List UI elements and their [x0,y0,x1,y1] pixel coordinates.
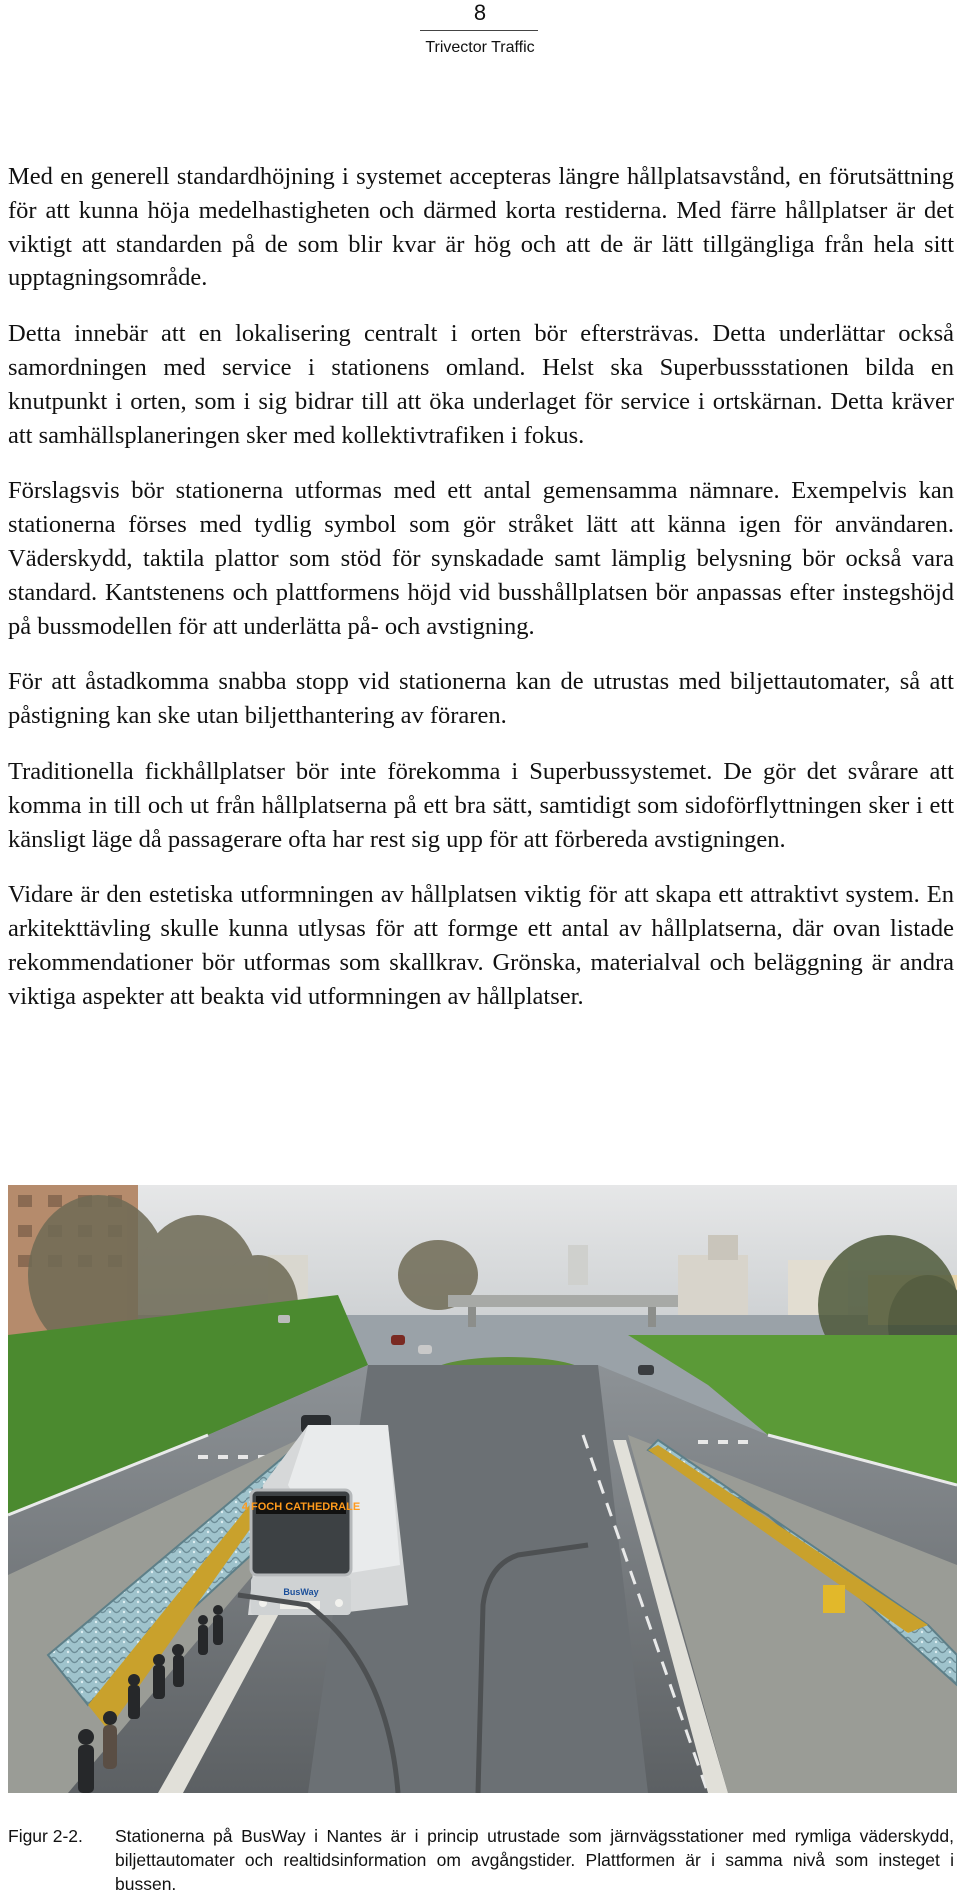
header-divider [420,30,538,31]
busway-station-photo [8,1185,957,1793]
paragraph: Med en generell standardhöjning i systemet accepteras längre hållplatsavstånd, en förutsättning för att kunna höja medelhastigheten och därmed korta restiderna. Med färre hållplatser är det viktigt att standarden på de som blir kvar är hög och att de är lätt tillgängliga från hela sitt upptagningsområde. [8,163,954,292]
paragraph: Detta innebär att en lokalisering centralt i orten bör eftersträvas. Detta underlättar också samordningen med service i stationens omland. Helst ska Superbussstationen bilda en knutpunkt i orten, som i sig bidrar till att öka underlaget för service i ortskärnan. Detta kräver att samhällsplaneringen sker med kollektivtrafiken i fokus. [8,320,954,449]
body-text [8,160,954,1036]
paragraph: För att åstadkomma snabba stopp vid stationerna kan de utrustas med biljettautomater, så att påstigning kan ske utan biljetthantering av föraren. [8,668,954,730]
caption-label: Figur 2-2. [8,1826,83,1846]
figure-caption [8,1824,954,1896]
paragraph: Vidare är den estetiska utformningen av hållplatsen viktig för att skapa ett attraktivt system. En arkitekttävling skulle kunna utlysas för att formge ett antal av hållplatserna, där ovan listade rekommendationer bör utformas som skallkrav. Grönska, materialval och beläggning är andra viktiga aspekter att beakta vid utformningen av hållplatser. [8,881,954,1010]
page-number: 8 [473,0,487,25]
header-organization: Trivector Traffic [425,39,535,56]
paragraph: Traditionella fickhållplatser bör inte förekomma i Superbussystemet. De gör det svårare att komma in till och ut från hållplatserna på ett bra sätt, samtidigt som sidoförflyttningen sker i ett känsligt läge då passagerare ofta har rest sig upp för att förbereda avstigningen. [8,757,954,853]
caption-text: Stationerna på BusWay i Nantes är i princip utrustade som järnvägsstationer med rymliga väderskydd, biljettautomater och realtidsinformation om avgångstider. Plattformen är i samma nivå som insteget i bussen. [115,1826,954,1894]
bus-brand-logo: BusWay [283,1587,319,1597]
paragraph: Förslagsvis bör stationerna utformas med ett antal gemensamma nämnare. Exempelvis kan stationerna förses med tydlig symbol som gör stråket lätt att känna igen för användaren. Väderskydd, taktila plattor som stöd för synskadade samt lämplig belysning bör också vara standard. Kantstenens och plattformens höjd vid busshållplatsen bör anpassas efter instegshöjd på bussmodellen för att underlätta på- och avstigning. [8,477,954,640]
bus-destination-sign: 4 FOCH CATHEDRALE [241,1501,361,1513]
